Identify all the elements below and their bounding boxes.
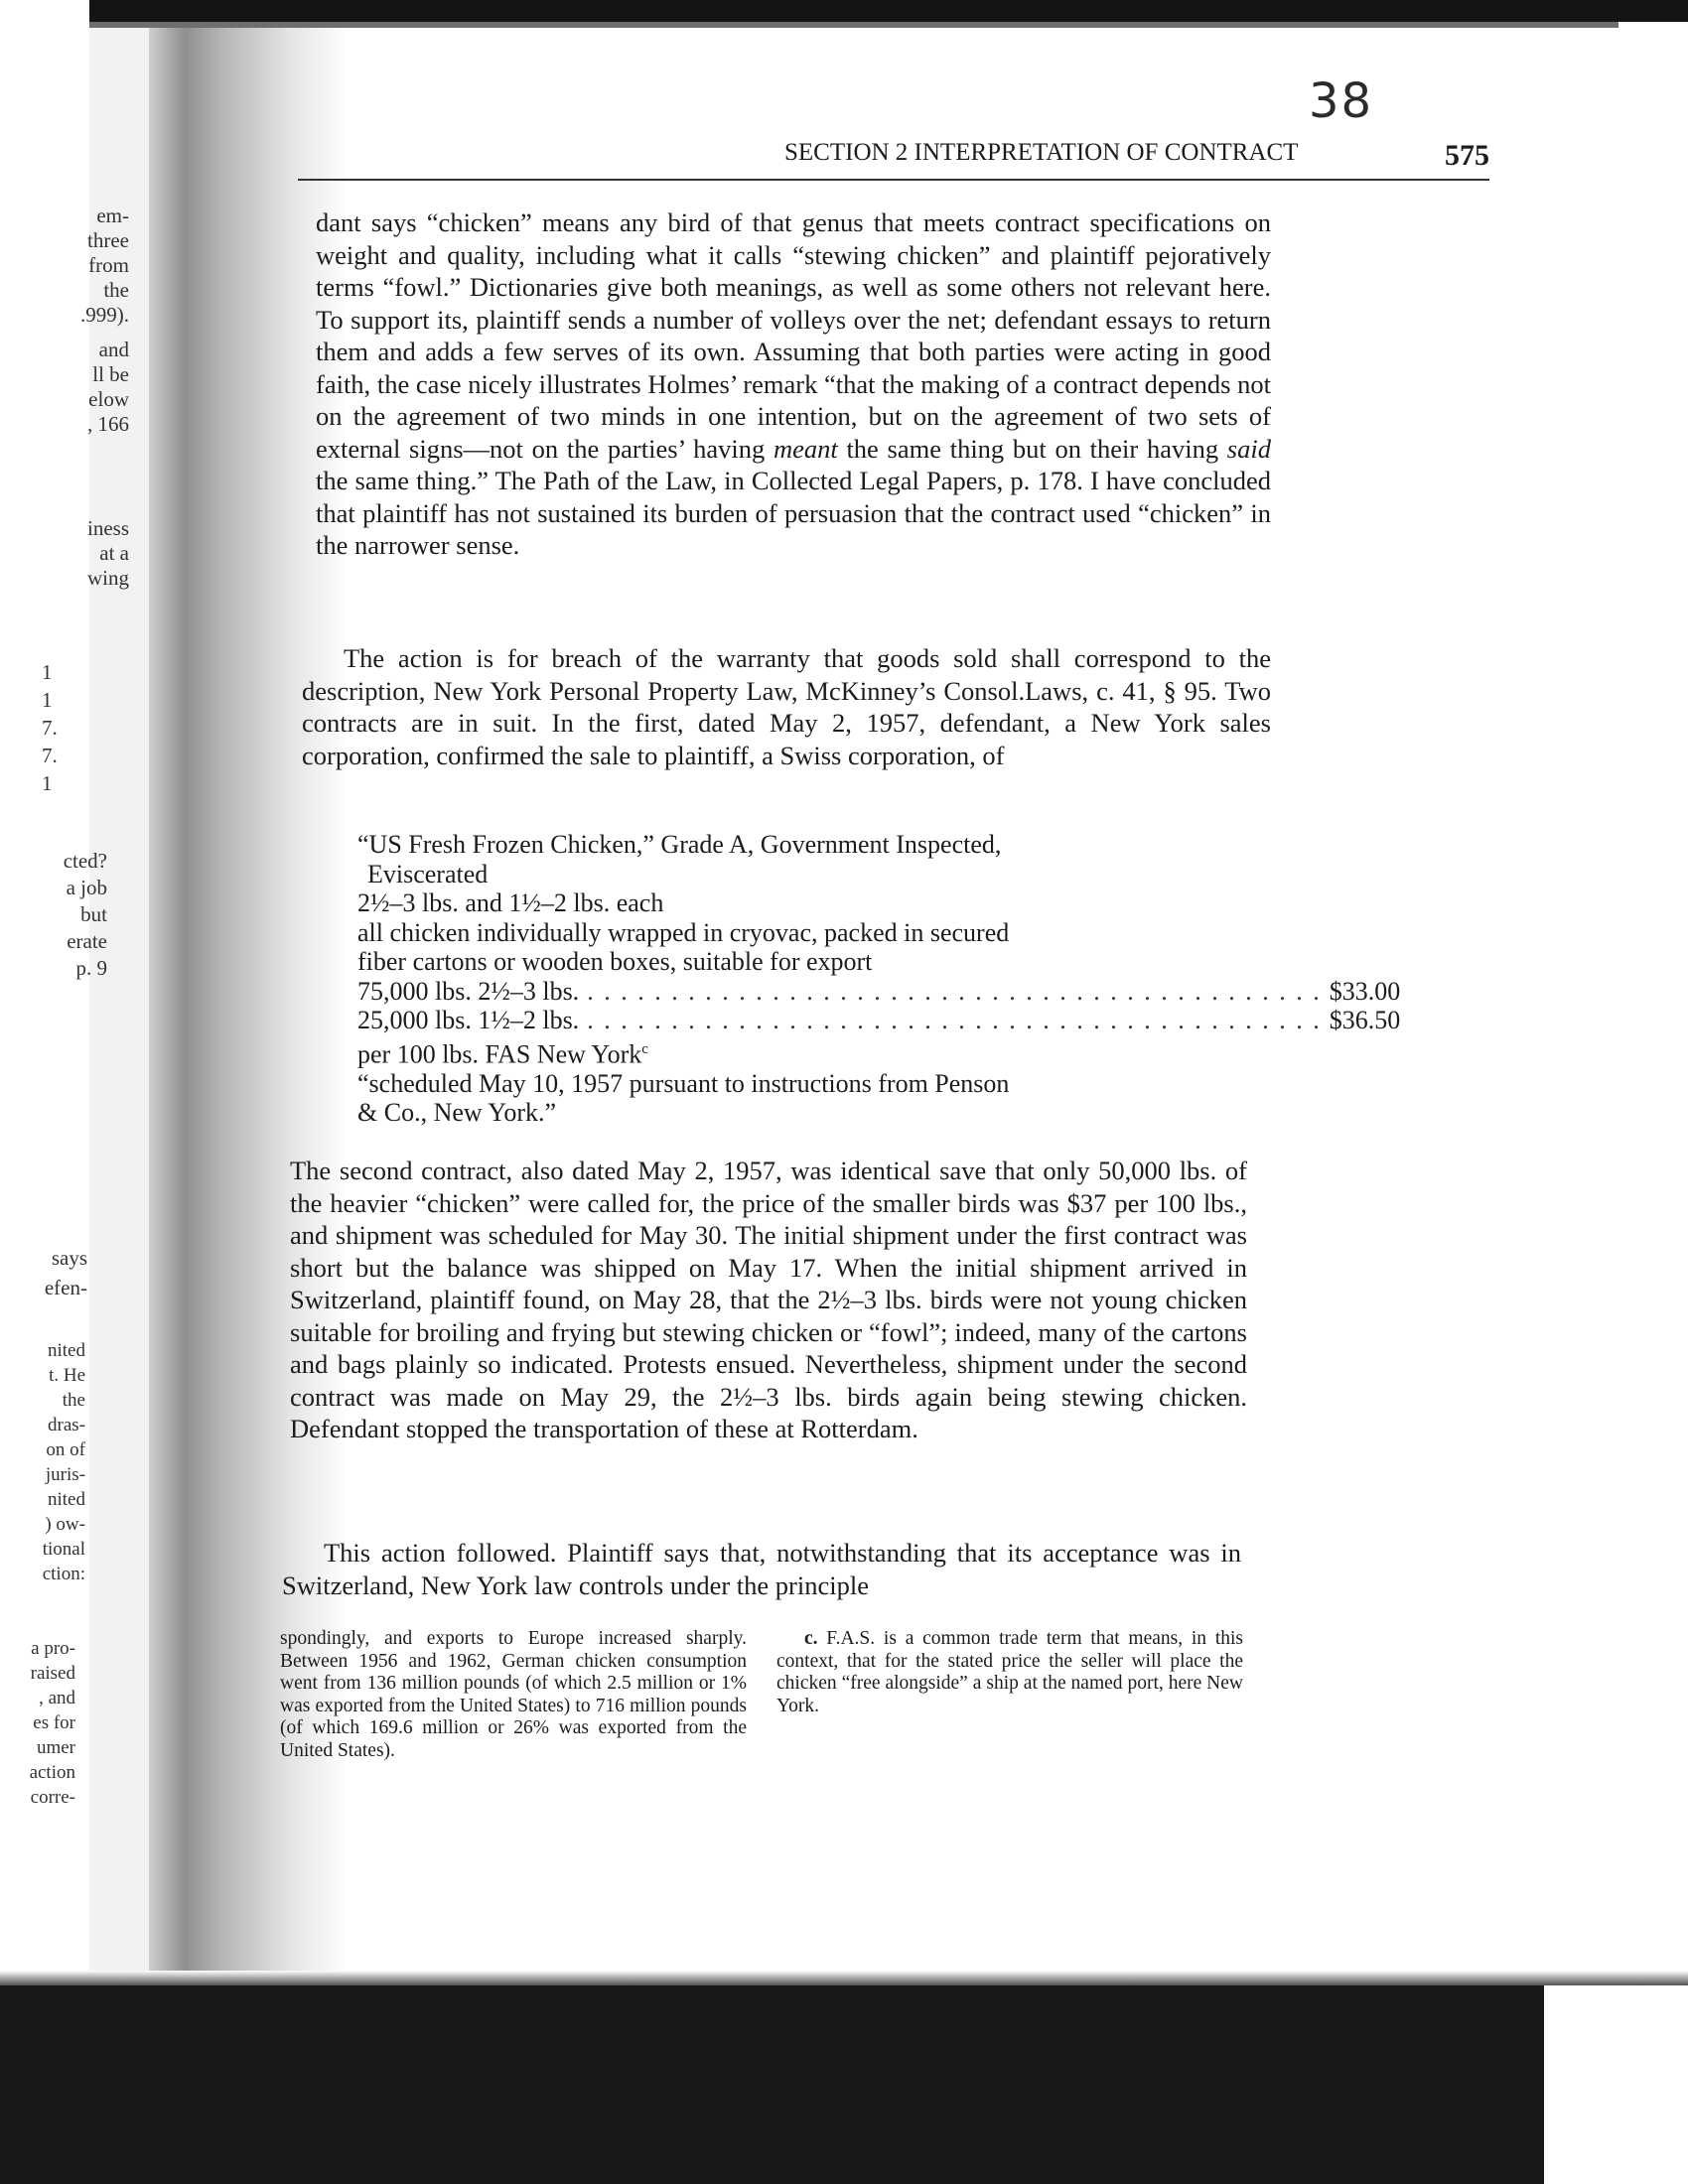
quote-item-label: 75,000 lbs. 2½–3 lbs. xyxy=(357,976,580,1006)
prev-fragment: from xyxy=(88,253,129,277)
prev-fragment: raised xyxy=(30,1663,75,1684)
quote-leader-dots: . . . . . . . . . . . . . . . . . . . . . . . . . . . . . . . . . . . . . . . . . . . . xyxy=(587,976,1322,1006)
prev-fragment: wing xyxy=(87,566,129,590)
quote-line: “scheduled May 10, 1957 pursuant to instructions from Penson xyxy=(357,1068,1010,1098)
quote-price-line xyxy=(357,976,1401,1007)
prev-fragment: ll be xyxy=(92,362,129,386)
quote-price-line xyxy=(357,1006,1401,1035)
prev-fragment: iness xyxy=(87,516,129,540)
prev-fragment: elow xyxy=(88,387,129,411)
prev-fragment: three xyxy=(87,228,129,252)
prev-fragment: dras- xyxy=(48,1415,85,1435)
p1-meant: meant xyxy=(773,433,838,464)
prev-fragment: , and xyxy=(39,1688,75,1708)
prev-fragment: es for xyxy=(33,1712,75,1733)
prev-fragment: and xyxy=(98,338,129,361)
prev-fragment: , 166 xyxy=(87,412,129,436)
p1-text-b: the same thing but on their having xyxy=(837,433,1227,464)
p4-text: This action followed. Plaintiff says that, notwithstanding that its acceptance was in Switzerland, New York law controls under the principle xyxy=(282,1538,1241,1600)
prev-fragment: a job xyxy=(66,876,107,899)
prev-fragment: em- xyxy=(96,204,129,227)
prev-fragment: says xyxy=(51,1246,87,1270)
quote-line: all chicken individually wrapped in cryovac, packed in secured xyxy=(357,917,1010,947)
prev-fragment: efen- xyxy=(44,1276,87,1299)
footnotes xyxy=(280,1628,1273,1807)
prev-fragment: the xyxy=(103,278,129,302)
prev-fragment: at a xyxy=(99,541,129,565)
prev-fragment: umer xyxy=(36,1737,75,1758)
footnote-c-label: c. xyxy=(804,1628,818,1649)
footnote-c xyxy=(776,1628,1243,1717)
prev-fragment: juris- xyxy=(45,1464,85,1485)
footnote-continued: spondingly, and exports to Europe increased sharply. Between 1956 and 1962, German chicken consumption went from 136 million pounds (of which 2.5 million or 1% was exported from the United States) to 716 million pounds (of which 169.6 million or 26% was exported from the United States). xyxy=(280,1628,747,1761)
prev-fragment: 1 xyxy=(42,771,53,795)
quote-fas-text: per 100 lbs. FAS New York xyxy=(357,1039,642,1069)
quote-item-label: 25,000 lbs. 1½–2 lbs. xyxy=(357,1006,580,1034)
prev-fragment: nited xyxy=(48,1489,85,1510)
quote-line: “US Fresh Frozen Chicken,” Grade A, Government Inspected, xyxy=(357,830,1002,859)
prev-fragment: corre- xyxy=(30,1787,75,1808)
p1-said: said xyxy=(1226,433,1271,464)
quote-line xyxy=(357,1035,1192,1069)
footnote-c-text: F.A.S. is a common trade term that means, in this context, that for the stated price the seller will place the chicken “free alongside” a ship at the named port, here New York. xyxy=(776,1628,1243,1716)
handwritten-page-mark: 38 xyxy=(1309,73,1374,129)
prev-fragment: 7. xyxy=(42,744,58,767)
prev-fragment: nited xyxy=(48,1340,85,1361)
footnote-ref-c: c xyxy=(641,1040,648,1057)
contract-quote xyxy=(357,830,1401,1128)
prev-fragment: ) ow- xyxy=(45,1514,85,1535)
prev-fragment: tional xyxy=(42,1539,85,1560)
scan-top-border xyxy=(89,0,1688,22)
p3-text: The second contract, also dated May 2, 1957, was identical save that only 50,000 lbs. of the heavier “chicken” were called for, the price of the smaller birds was $37 per 100 lbs., and shipment was scheduled for May 30. The initial shipment under the first contract was short but the balance was shipped on May 17. When the initial shipment arrived in Switzerland, plaintiff found, on May 28, that the 2½–3 lbs. birds were not young chicken suitable for broiling and frying but stewing chicken or “fowl”; indeed, many of the cartons and bags plainly so indicated. Protests ensued. Nevertheless, shipment under the second contract was made on May 29, the 2½–3 lbs. birds again being stewing chicken. Defendant stopped the transportation of these at Rotterdam. xyxy=(290,1156,1247,1443)
prev-fragment: erate xyxy=(67,929,107,953)
section-label: SECTION 2 INTERPRETATION OF CONTRACT xyxy=(784,139,1299,166)
quote-item-price: $36.50 xyxy=(1329,1006,1401,1034)
quote-line: & Co., New York.” xyxy=(357,1098,557,1128)
prev-fragment: cted? xyxy=(63,849,107,873)
p2-text: The action is for breach of the warranty that goods sold shall correspond to the description, New York Personal Property Law, McKinney’s Consol.Laws, c. 41, § 95. Two contracts are in suit. In the first, dated May 2, 1957, defendant, a New York sales corporation, confirmed the sale to plaintiff, a Swiss corporation, of xyxy=(302,643,1271,770)
quote-leader-dots: . . . . . . . . . . . . . . . . . . . . . . . . . . . . . . . . . . . . . . . . . . . . xyxy=(587,1006,1322,1034)
paragraph-second-contract xyxy=(290,1155,1247,1445)
quote-line: 2½–3 lbs. and 1½–2 lbs. each xyxy=(357,888,664,917)
page-number: 575 xyxy=(1445,139,1489,172)
prev-fragment: the xyxy=(62,1390,85,1411)
prev-fragment: a pro- xyxy=(31,1638,75,1659)
quote-item-price: $33.00 xyxy=(1329,976,1401,1006)
prev-fragment: .999). xyxy=(80,303,129,327)
scan-bottom-right-margin xyxy=(1544,1985,1688,2184)
prev-fragment: 1 xyxy=(42,688,53,712)
prev-fragment: 7. xyxy=(42,716,58,740)
prev-fragment: action xyxy=(29,1762,75,1783)
prev-fragment: 1 xyxy=(42,660,53,684)
quote-line: fiber cartons or wooden boxes, suitable for export xyxy=(357,947,873,976)
scan-top-border-edge xyxy=(89,22,1618,28)
prev-fragment: on of xyxy=(46,1439,85,1460)
paragraph-action-followed xyxy=(282,1537,1241,1601)
p1-text-c: the same thing.” The Path of the Law, in Collected Legal Papers, p. 178. I have concluded that plaintiff has not sustained its burden of persuasion that the contract used “chicken” in the narrower sense. xyxy=(316,466,1271,560)
running-head xyxy=(298,139,1489,181)
p1-text: dant says “chicken” means any bird of that genus that meets contract specifications on weight and quality, including what it calls “stewing chicken” and plaintiff pejoratively terms “fowl.” Dictionaries give both meanings, as well as some others not relevant here. To support its, plaintiff sends a number of volleys over the net; defendant essays to return them and adds a few serves of its own. Assuming that both parties were acting in good faith, the case nicely illustrates Holmes’ remark “that the making of a contract depends not on the agreement of two minds in one intention, but on the agreement of two sets of external signs—not on the parties’ having xyxy=(316,207,1271,464)
quote-line: Eviscerated xyxy=(367,859,489,888)
prev-fragment: p. 9 xyxy=(75,956,107,980)
prev-fragment: t. He xyxy=(49,1365,85,1386)
prev-fragment: but xyxy=(80,902,107,926)
scan-left-margin xyxy=(0,0,89,2184)
paragraph-opinion-continuation xyxy=(316,206,1271,562)
scan-bottom-border xyxy=(0,1985,1688,2184)
prev-fragment: ction: xyxy=(42,1564,85,1584)
paragraph-action xyxy=(302,642,1271,771)
